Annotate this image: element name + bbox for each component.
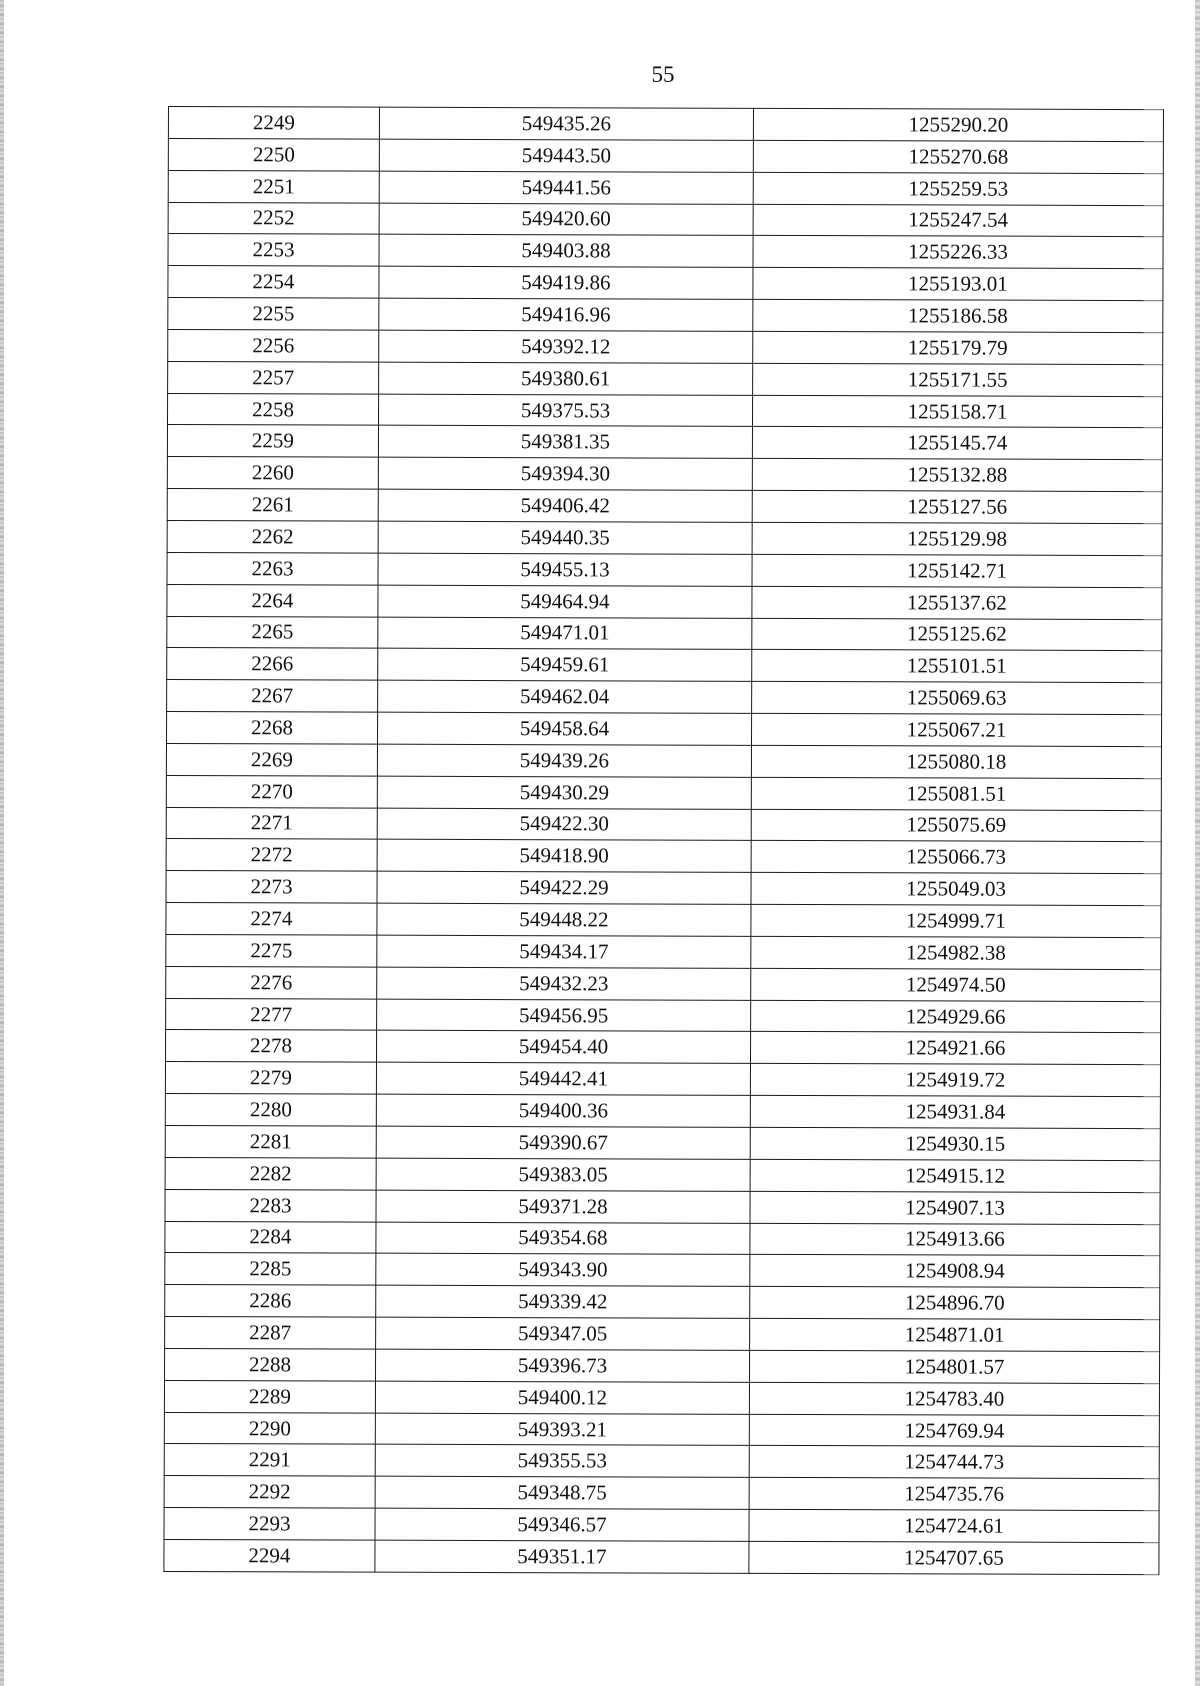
x-coordinate-cell: 549454.40 — [376, 1031, 750, 1064]
y-coordinate-cell: 1254982.38 — [751, 936, 1161, 969]
y-coordinate-cell: 1255171.55 — [753, 363, 1163, 396]
point-number-cell: 2294 — [164, 1539, 375, 1572]
y-coordinate-cell: 1255066.73 — [751, 841, 1161, 874]
y-coordinate-cell: 1255101.51 — [752, 650, 1162, 683]
point-number-cell: 2251 — [168, 170, 379, 203]
point-number-cell: 2272 — [166, 839, 377, 872]
y-coordinate-cell: 1255132.88 — [752, 459, 1162, 492]
x-coordinate-cell: 549464.94 — [378, 585, 752, 618]
table-row — [168, 329, 1163, 364]
point-number-cell: 2273 — [166, 871, 377, 904]
point-number-cell: 2249 — [168, 107, 379, 140]
point-number-cell: 2275 — [166, 934, 377, 967]
x-coordinate-cell: 549462.04 — [378, 680, 752, 713]
y-coordinate-cell: 1254744.73 — [749, 1446, 1159, 1479]
table-row — [165, 1062, 1160, 1097]
y-coordinate-cell: 1254896.70 — [750, 1287, 1160, 1320]
table-row — [164, 1476, 1159, 1511]
x-coordinate-cell: 549443.50 — [379, 139, 753, 172]
table-row — [168, 361, 1163, 396]
x-coordinate-cell: 549375.53 — [378, 394, 752, 427]
x-coordinate-cell: 549351.17 — [375, 1540, 749, 1573]
table-row — [166, 743, 1161, 778]
table-row — [167, 648, 1162, 683]
x-coordinate-cell: 549371.28 — [376, 1190, 750, 1223]
table-row — [166, 903, 1161, 938]
y-coordinate-cell: 1255247.54 — [753, 204, 1163, 237]
table-row — [167, 520, 1162, 555]
point-number-cell: 2259 — [167, 425, 378, 458]
x-coordinate-cell: 549442.41 — [376, 1062, 750, 1095]
x-coordinate-cell: 549400.12 — [375, 1381, 749, 1414]
x-coordinate-cell: 549422.29 — [377, 871, 751, 904]
table-row — [168, 202, 1163, 237]
y-coordinate-cell: 1254919.72 — [750, 1064, 1160, 1097]
y-coordinate-cell: 1254974.50 — [751, 968, 1161, 1001]
y-coordinate-cell: 1255067.21 — [751, 713, 1161, 746]
point-number-cell: 2287 — [165, 1317, 376, 1350]
y-coordinate-cell: 1255290.20 — [753, 108, 1163, 141]
x-coordinate-cell: 549458.64 — [377, 712, 751, 745]
y-coordinate-cell: 1254913.66 — [750, 1223, 1160, 1256]
table-row — [164, 1412, 1159, 1447]
x-coordinate-cell: 549355.53 — [375, 1445, 749, 1478]
x-coordinate-cell: 549403.88 — [379, 235, 753, 268]
point-number-cell: 2283 — [165, 1189, 376, 1222]
point-number-cell: 2291 — [164, 1444, 375, 1477]
point-number-cell: 2280 — [165, 1094, 376, 1127]
table-row — [168, 266, 1163, 301]
table-row — [165, 1189, 1160, 1224]
point-number-cell: 2258 — [167, 393, 378, 426]
scan-edge-right — [1195, 0, 1200, 1686]
point-number-cell: 2267 — [167, 680, 378, 713]
table-row — [165, 1125, 1160, 1160]
point-number-cell: 2263 — [167, 552, 378, 585]
table-row — [167, 489, 1162, 524]
y-coordinate-cell: 1255127.56 — [752, 490, 1162, 523]
point-number-cell: 2270 — [166, 775, 377, 808]
point-number-cell: 2274 — [166, 903, 377, 936]
x-coordinate-cell: 549420.60 — [379, 203, 753, 236]
x-coordinate-cell: 549434.17 — [377, 935, 751, 968]
point-number-cell: 2286 — [165, 1285, 376, 1318]
x-coordinate-cell: 549392.12 — [379, 330, 753, 363]
table-row — [165, 1221, 1160, 1256]
point-number-cell: 2284 — [165, 1221, 376, 1254]
table-row — [164, 1444, 1159, 1479]
x-coordinate-cell: 549348.75 — [375, 1476, 749, 1509]
table-row — [167, 584, 1162, 619]
point-number-cell: 2289 — [164, 1380, 375, 1413]
table-row — [167, 552, 1162, 587]
x-coordinate-cell: 549440.35 — [378, 521, 752, 554]
y-coordinate-cell: 1255080.18 — [751, 745, 1161, 778]
table-row — [165, 1030, 1160, 1065]
point-number-cell: 2271 — [166, 807, 377, 840]
point-number-cell: 2285 — [165, 1253, 376, 1286]
point-number-cell: 2277 — [166, 998, 377, 1031]
point-number-cell: 2260 — [167, 457, 378, 490]
x-coordinate-cell: 549393.21 — [375, 1413, 749, 1446]
table-row — [165, 1317, 1160, 1352]
y-coordinate-cell: 1255259.53 — [753, 172, 1163, 205]
x-coordinate-cell: 549343.90 — [376, 1254, 750, 1287]
y-coordinate-cell: 1255081.51 — [751, 777, 1161, 810]
point-number-cell: 2261 — [167, 489, 378, 522]
x-coordinate-cell: 549380.61 — [379, 362, 753, 395]
x-coordinate-cell: 549396.73 — [375, 1349, 749, 1382]
y-coordinate-cell: 1254769.94 — [749, 1414, 1159, 1447]
y-coordinate-cell: 1254929.66 — [751, 1000, 1161, 1033]
page-number: 55 — [651, 62, 675, 87]
y-coordinate-cell: 1255075.69 — [751, 809, 1161, 842]
y-coordinate-cell: 1254907.13 — [750, 1191, 1160, 1224]
point-number-cell: 2256 — [168, 329, 379, 362]
x-coordinate-cell: 549441.56 — [379, 171, 753, 204]
point-number-cell: 2255 — [168, 298, 379, 331]
table-row — [166, 871, 1161, 906]
x-coordinate-cell: 549406.42 — [378, 489, 752, 522]
table-row — [165, 1157, 1160, 1192]
x-coordinate-cell: 549439.26 — [377, 744, 751, 777]
y-coordinate-cell: 1255270.68 — [753, 140, 1163, 173]
table-row — [166, 712, 1161, 747]
y-coordinate-cell: 1254783.40 — [749, 1382, 1159, 1415]
x-coordinate-cell: 549455.13 — [378, 553, 752, 586]
y-coordinate-cell: 1255186.58 — [753, 299, 1163, 332]
table-row — [167, 425, 1162, 460]
y-coordinate-cell: 1254801.57 — [749, 1350, 1159, 1383]
point-number-cell: 2282 — [165, 1157, 376, 1190]
x-coordinate-cell: 549419.86 — [379, 266, 753, 299]
x-coordinate-cell: 549422.30 — [377, 808, 751, 841]
table-row — [167, 680, 1162, 715]
y-coordinate-cell: 1255145.74 — [752, 427, 1162, 460]
x-coordinate-cell: 549400.36 — [376, 1094, 750, 1127]
y-coordinate-cell: 1255193.01 — [753, 268, 1163, 301]
y-coordinate-cell: 1254735.76 — [749, 1478, 1159, 1511]
table-row — [167, 616, 1162, 651]
point-number-cell: 2268 — [166, 712, 377, 745]
x-coordinate-cell: 549390.67 — [376, 1126, 750, 1159]
table-row — [164, 1348, 1159, 1383]
coordinate-table-body — [164, 107, 1164, 1575]
point-number-cell: 2290 — [164, 1412, 375, 1445]
x-coordinate-cell: 549381.35 — [378, 426, 752, 459]
point-number-cell: 2254 — [168, 266, 379, 299]
y-coordinate-cell: 1254921.66 — [750, 1032, 1160, 1065]
point-number-cell: 2293 — [164, 1508, 375, 1541]
x-coordinate-cell: 549347.05 — [376, 1317, 750, 1350]
point-number-cell: 2288 — [164, 1348, 375, 1381]
y-coordinate-cell: 1254930.15 — [750, 1127, 1160, 1160]
coordinate-table — [163, 106, 1164, 1575]
table-row — [166, 775, 1161, 810]
y-coordinate-cell: 1255049.03 — [751, 873, 1161, 906]
table-row — [166, 807, 1161, 842]
x-coordinate-cell: 549448.22 — [377, 903, 751, 936]
table-row — [164, 1539, 1159, 1574]
y-coordinate-cell: 1255226.33 — [753, 236, 1163, 269]
table-row — [168, 107, 1163, 142]
x-coordinate-cell: 549394.30 — [378, 457, 752, 490]
y-coordinate-cell: 1254999.71 — [751, 904, 1161, 937]
table-row — [166, 934, 1161, 969]
point-number-cell: 2276 — [166, 966, 377, 999]
x-coordinate-cell: 549430.29 — [377, 776, 751, 809]
x-coordinate-cell: 549354.68 — [376, 1222, 750, 1255]
x-coordinate-cell: 549456.95 — [377, 999, 751, 1032]
x-coordinate-cell: 549346.57 — [375, 1508, 749, 1541]
point-number-cell: 2257 — [168, 361, 379, 394]
point-number-cell: 2264 — [167, 584, 378, 617]
y-coordinate-cell: 1255179.79 — [753, 331, 1163, 364]
coordinate-table-container — [163, 106, 1163, 1575]
point-number-cell: 2266 — [167, 648, 378, 681]
table-row — [165, 1094, 1160, 1129]
x-coordinate-cell: 549432.23 — [377, 967, 751, 1000]
x-coordinate-cell: 549383.05 — [376, 1158, 750, 1191]
point-number-cell: 2262 — [167, 520, 378, 553]
x-coordinate-cell: 549339.42 — [376, 1285, 750, 1318]
y-coordinate-cell: 1254908.94 — [750, 1255, 1160, 1288]
table-row — [165, 1285, 1160, 1320]
y-coordinate-cell: 1255069.63 — [752, 682, 1162, 715]
y-coordinate-cell: 1255129.98 — [752, 522, 1162, 555]
point-number-cell: 2253 — [168, 234, 379, 267]
table-row — [166, 839, 1161, 874]
point-number-cell: 2250 — [168, 138, 379, 171]
y-coordinate-cell: 1254915.12 — [750, 1159, 1160, 1192]
point-number-cell: 2269 — [166, 743, 377, 776]
table-row — [166, 966, 1161, 1001]
table-row — [168, 298, 1163, 333]
table-row — [167, 457, 1162, 492]
point-number-cell: 2281 — [165, 1125, 376, 1158]
x-coordinate-cell: 549435.26 — [379, 107, 753, 140]
x-coordinate-cell: 549418.90 — [377, 840, 751, 873]
y-coordinate-cell: 1254871.01 — [750, 1318, 1160, 1351]
y-coordinate-cell: 1255137.62 — [752, 586, 1162, 619]
point-number-cell: 2265 — [167, 616, 378, 649]
y-coordinate-cell: 1255158.71 — [752, 395, 1162, 428]
point-number-cell: 2278 — [165, 1030, 376, 1063]
table-row — [168, 170, 1163, 205]
table-row — [164, 1508, 1159, 1543]
scan-edge-left — [0, 0, 4, 1686]
point-number-cell: 2252 — [168, 202, 379, 235]
x-coordinate-cell: 549416.96 — [379, 298, 753, 331]
y-coordinate-cell: 1254707.65 — [749, 1541, 1159, 1574]
table-row — [166, 998, 1161, 1033]
y-coordinate-cell: 1255125.62 — [752, 618, 1162, 651]
x-coordinate-cell: 549471.01 — [378, 617, 752, 650]
table-row — [168, 138, 1163, 173]
point-number-cell: 2279 — [165, 1062, 376, 1095]
table-row — [167, 393, 1162, 428]
y-coordinate-cell: 1254931.84 — [750, 1095, 1160, 1128]
y-coordinate-cell: 1254724.61 — [749, 1509, 1159, 1542]
x-coordinate-cell: 549459.61 — [378, 649, 752, 682]
point-number-cell: 2292 — [164, 1476, 375, 1509]
y-coordinate-cell: 1255142.71 — [752, 554, 1162, 587]
table-row — [164, 1380, 1159, 1415]
table-row — [168, 234, 1163, 269]
table-row — [165, 1253, 1160, 1288]
